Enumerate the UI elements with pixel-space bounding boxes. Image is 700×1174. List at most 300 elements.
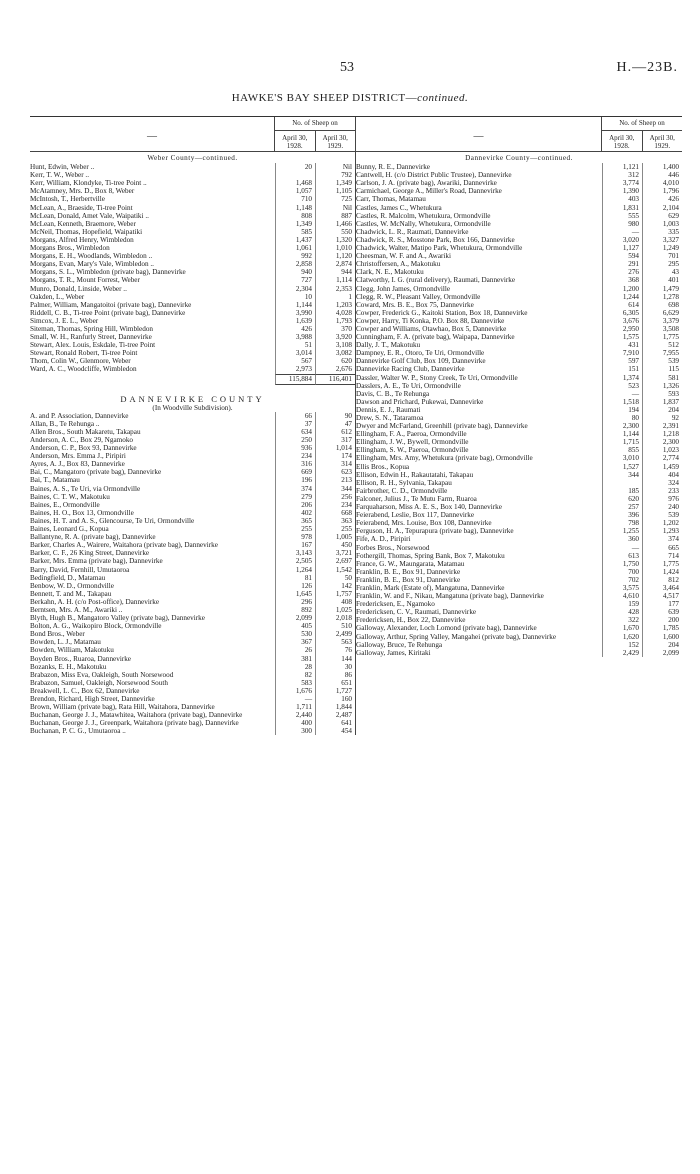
sheep-1928: 66	[275, 412, 315, 420]
sheep-1929: Nil	[315, 163, 355, 171]
sheep-1928: 892	[275, 606, 315, 614]
sheep-1928: 194	[602, 406, 642, 414]
holder-name: Simcox, J. E. L., Weber	[30, 316, 99, 325]
table-row	[30, 293, 355, 301]
sheep-1929: 374	[642, 535, 682, 543]
table-row	[356, 471, 682, 479]
holder-name: Davis, C. B., Te Rehunga	[356, 389, 430, 398]
sheep-1929: 401	[642, 276, 682, 284]
sheep-1928: 276	[602, 268, 642, 276]
left-table	[30, 117, 356, 735]
sheep-1928: 1,264	[275, 566, 315, 574]
name-column-header: —	[473, 131, 484, 142]
sheep-1929: 454	[315, 727, 355, 735]
table-row	[30, 606, 355, 614]
sheep-1929: 233	[642, 487, 682, 495]
sheep-1928: 7,910	[602, 349, 642, 357]
table-row	[30, 549, 355, 557]
sheep-1928: 855	[602, 446, 642, 454]
table-row	[356, 187, 682, 195]
table-row	[30, 236, 355, 244]
holder-name: Clatworthy, I. G. (rural delivery), Raumati, Dannevirke	[356, 276, 516, 285]
sheep-1928: 702	[602, 576, 642, 584]
left-rows	[30, 152, 355, 735]
sheep-1929: 240	[642, 503, 682, 511]
sheep-1929: 446	[642, 171, 682, 179]
sheep-1929: 510	[315, 622, 355, 630]
sheep-1929: 295	[642, 260, 682, 268]
holder-name: Barker, Mrs. Emma (private bag), Dannevirke	[30, 557, 163, 566]
sheep-1928: 2,950	[602, 325, 642, 333]
table-row	[30, 493, 355, 501]
sheep-1928: —	[275, 695, 315, 703]
sheep-1929: 3,721	[315, 549, 355, 557]
table-row	[356, 446, 682, 454]
table-row	[356, 293, 682, 301]
holder-name: Cantwell, H. (c/o District Public Trustee), Dannevirke	[356, 171, 512, 180]
sheep-1928: 1,349	[275, 220, 315, 228]
table-row	[30, 333, 355, 341]
holder-name: Benbow, W. D., Ormondville	[30, 581, 114, 590]
table-row	[30, 444, 355, 452]
table-row	[30, 468, 355, 476]
sheep-1928: 316	[275, 460, 315, 468]
holder-name: Anderson, C. P., Box 93, Dannevirke	[30, 444, 137, 453]
table-row	[356, 584, 682, 592]
sheep-1928: 312	[602, 171, 642, 179]
holder-name: Chadwick, Walter, Matipo Park, Whetukura, Ormondville	[356, 244, 523, 253]
sheep-1929: 90	[315, 412, 355, 420]
sheep-1929: 177	[642, 600, 682, 608]
table-row	[356, 171, 682, 179]
holder-name: Brendon, Richard, High Street, Dannevirke	[30, 695, 155, 703]
holder-name: Allan, B., Te Rehunga ..	[30, 419, 100, 428]
holder-name: Fredericksen, C. V., Raumati, Dannevirke	[356, 608, 477, 617]
table-row	[356, 624, 682, 632]
holder-name: Cowper, Frederick G., Kaitoki Station, Box 18, Dannevirke	[356, 308, 528, 317]
table-row	[356, 244, 682, 252]
holder-name: Franklin, Mark (Estate of), Mangatuna, Dannevirke	[356, 583, 505, 592]
holder-name: Galloway, Arthur, Spring Valley, Mangahei (private bag), Dannevirke	[356, 632, 557, 641]
sheep-1928: 1,144	[275, 301, 315, 309]
sheep-1929: 1,757	[315, 590, 355, 598]
table-row	[356, 438, 682, 446]
table-row	[30, 590, 355, 598]
table-row	[30, 228, 355, 236]
sheep-1928: 980	[602, 220, 642, 228]
sheep-1928: 250	[275, 436, 315, 444]
sheep-1929: 314	[315, 460, 355, 468]
table-row	[30, 301, 355, 309]
sheep-1928	[602, 479, 642, 487]
sheep-1929: 115	[642, 365, 682, 373]
sheep-1928: 710	[275, 195, 315, 203]
sheep-1929: 234	[315, 501, 355, 509]
holder-name: Stewart, Ronald Robert, Ti-tree Point	[30, 349, 138, 358]
holder-name: Bai, T., Matamau	[30, 476, 80, 485]
page-reference: H.—23B.	[616, 60, 678, 75]
sheep-1929: 317	[315, 436, 355, 444]
section-subheading: (In Woodville Subdivision).	[152, 403, 233, 412]
weber-total-row	[30, 374, 355, 385]
sheep-1929: 1,202	[642, 519, 682, 527]
holder-name: Coward, Mrs. B. E., Box 75, Dannevirke	[356, 300, 474, 309]
sheep-1929: 204	[642, 641, 682, 649]
sheep-1929: 1,775	[642, 333, 682, 341]
table-row	[356, 479, 682, 487]
holder-name: Blyth, Hugh B., Mangatoro Valley (private bag), Dannevirke	[30, 614, 205, 623]
right-column-header	[356, 117, 682, 152]
year-1928-header: April 30, 1928.	[609, 134, 635, 150]
holder-name: Cowper, Harry, Ti Konka, P.O. Box 88, Dannevirke	[356, 316, 505, 325]
holder-name: McLean, A., Braeside, Ti-tree Point	[30, 203, 133, 212]
holder-name: Dannevirke Golf Club, Box 109, Dannevirke	[356, 357, 486, 366]
sheep-1928: —	[602, 390, 642, 398]
sheep-1929: Nil	[315, 204, 355, 212]
holder-name: Ayres, A. J., Box 83, Dannevirke	[30, 460, 125, 469]
sheep-1929: 1,005	[315, 533, 355, 541]
sheep-1928: 159	[602, 600, 642, 608]
table-row	[356, 195, 682, 203]
sheep-1929: 344	[315, 485, 355, 493]
right-table	[356, 117, 682, 735]
sheep-1928: 613	[602, 552, 642, 560]
sheep-1928: 1,676	[275, 687, 315, 695]
holder-name: Chadwick, R. S., Mosstone Park, Box 166, Dannevirke	[356, 235, 515, 244]
holder-name: Morgans Bros., Wimbledon	[30, 244, 110, 253]
holder-name: Morgans, S. L., Wimbledon (private bag), Dannevirke	[30, 268, 186, 277]
sheep-1928: 426	[275, 325, 315, 333]
holder-name: Kerr, William, Klondyke, Ti-tree Point ..	[30, 179, 147, 188]
sheep-1929: 404	[642, 471, 682, 479]
sheep-1928: 3,020	[602, 236, 642, 244]
sheep-1929: 1,218	[642, 430, 682, 438]
right-rows	[356, 152, 682, 657]
sheep-1929: 76	[315, 646, 355, 654]
table-row	[356, 576, 682, 584]
sheep-1929: 363	[315, 517, 355, 525]
sheep-1929: 7,955	[642, 349, 682, 357]
sheep-1929: 581	[642, 374, 682, 382]
total-1928: 115,884	[275, 374, 315, 385]
sheep-1929: 4,517	[642, 592, 682, 600]
sheep-1928: 28	[275, 663, 315, 671]
sheep-1928: 279	[275, 493, 315, 501]
sheep-1928: 978	[275, 533, 315, 541]
sheep-1929: 701	[642, 252, 682, 260]
sheep-1929: 944	[315, 268, 355, 276]
sheep-1929: 50	[315, 574, 355, 582]
table-row	[30, 687, 355, 695]
holder-name: Hunt, Edwin, Weber ..	[30, 163, 95, 172]
holder-name: Carlson, J. A. (private bag), Awariki, Dannevirke	[356, 179, 497, 188]
table-row	[30, 220, 355, 228]
sheep-1928: 126	[275, 582, 315, 590]
total-1929: 116,401	[315, 374, 355, 385]
sheep-1928: 400	[275, 719, 315, 727]
sheep-1929: 1,349	[315, 179, 355, 187]
holder-name: Stewart, Alex. Louis, Eskdale, Ti-tree Point	[30, 341, 156, 350]
holder-name: Galloway, James, Kiritaki	[356, 648, 431, 657]
table-row	[30, 582, 355, 590]
holder-name: Munro, Donald, Linside, Weber ..	[30, 284, 127, 293]
sheep-1928: 1,715	[602, 438, 642, 446]
sheep-1928: 798	[602, 519, 642, 527]
sheep-1928: 2,429	[602, 649, 642, 657]
sheep-1928	[275, 171, 315, 179]
sheep-1929: 1,479	[642, 285, 682, 293]
table-row	[356, 495, 682, 503]
sheep-1929: 1,844	[315, 703, 355, 711]
sheep-1928: 257	[602, 503, 642, 511]
holder-name: Dannevirke Racing Club, Dannevirke	[356, 365, 465, 374]
table-row	[30, 212, 355, 220]
holder-name: Fife, A. D., Piripiri	[356, 535, 411, 544]
sheep-1929: 30	[315, 663, 355, 671]
sheep-1929: 3,327	[642, 236, 682, 244]
table-row	[356, 568, 682, 576]
table-row	[30, 598, 355, 606]
sheep-1928: 594	[602, 252, 642, 260]
sheep-1928: 3,676	[602, 317, 642, 325]
sheep-tables	[30, 116, 682, 735]
table-row	[30, 428, 355, 436]
holder-name: Farquaharson, Miss A. E. S., Box 140, Dannevirke	[356, 503, 502, 512]
sheep-1929: 812	[642, 576, 682, 584]
sheep-1928: 3,774	[602, 179, 642, 187]
sheep-1929: 92	[642, 414, 682, 422]
sheep-1929: 1,400	[642, 163, 682, 171]
table-row	[356, 552, 682, 560]
sheep-1928: 367	[275, 638, 315, 646]
sheep-1929: 43	[642, 268, 682, 276]
sheep-1929: 623	[315, 468, 355, 476]
holder-name: Drew, S. N., Tataramoa	[356, 414, 424, 422]
sheep-1929: 550	[315, 228, 355, 236]
holder-name: Forbes Bros., Norsewood	[356, 543, 430, 552]
holder-name: Breakwell, L. C., Box 62, Dannevirke	[30, 686, 140, 695]
sheep-1929: 450	[315, 541, 355, 549]
table-row	[30, 252, 355, 260]
table-row	[356, 260, 682, 268]
sheep-on-label: No. of Sheep on	[602, 117, 682, 131]
sheep-1928: 206	[275, 501, 315, 509]
section-heading-weber: Weber County—continued.	[147, 154, 238, 162]
holder-name: Castles, R. Malcolm, Whetukura, Ormondville	[356, 211, 491, 220]
table-row	[30, 204, 355, 212]
table-row	[356, 382, 682, 390]
table-row	[30, 460, 355, 468]
sheep-1928: 1,144	[602, 430, 642, 438]
sheep-1928: —	[602, 544, 642, 552]
sheep-1928: 1,390	[602, 187, 642, 195]
holder-name: Brabazon, Samuel, Oakleigh, Norsewood South	[30, 678, 168, 687]
sheep-1929: 1,203	[315, 301, 355, 309]
sheep-1928: 2,505	[275, 557, 315, 565]
sheep-1928: 3,988	[275, 333, 315, 341]
dannevirke-continued-rows	[356, 163, 682, 657]
table-row	[30, 436, 355, 444]
sheep-1928: 585	[275, 228, 315, 236]
holder-name: Galloway, Alexander, Loch Lomond (private bag), Dannevirke	[356, 624, 537, 633]
table-row	[356, 487, 682, 495]
table-row	[30, 452, 355, 460]
table-row	[356, 276, 682, 284]
sheep-1928: 2,304	[275, 285, 315, 293]
holder-name: A. and P. Association, Dannevirke	[30, 411, 129, 420]
holder-name: Galloway, Bruce, Te Rehunga	[356, 640, 443, 649]
sheep-1928: 2,099	[275, 614, 315, 622]
holder-name: Dawson and Prichard, Pukewai, Dannevirke	[356, 397, 484, 406]
sheep-1928: 255	[275, 525, 315, 533]
sheep-1928: 51	[275, 341, 315, 349]
holder-name: Dassler, Walter W. P., Stony Creek, Te Uri, Ormondville	[356, 373, 518, 382]
sheep-1928: 3,010	[602, 454, 642, 462]
sheep-1929: 1,600	[642, 633, 682, 641]
sheep-1928: 3,143	[275, 549, 315, 557]
dannevirke-rows	[30, 412, 355, 736]
holder-name: Castles, James C., Whetukura	[356, 203, 442, 212]
sheep-1929: 2,391	[642, 422, 682, 430]
holder-name: Barker, C. F., 26 King Street, Dannevirke	[30, 549, 150, 558]
table-row	[356, 608, 682, 616]
sheep-1928: —	[602, 228, 642, 236]
sheep-1929: 2,499	[315, 630, 355, 638]
sheep-1928: 365	[275, 517, 315, 525]
holder-name: France, G. W., Maungarata, Matamau	[356, 559, 465, 568]
holder-name: Clark, N. E., Makotuku	[356, 268, 424, 277]
sheep-1928: 1,468	[275, 179, 315, 187]
sheep-1929: 1,466	[315, 220, 355, 228]
sheep-1929: 792	[315, 171, 355, 179]
table-row	[30, 663, 355, 671]
sheep-1929: 1,114	[315, 276, 355, 284]
holder-name: Dennis, E. J., Raumati	[356, 405, 421, 414]
sheep-1929: 142	[315, 582, 355, 590]
table-row	[30, 574, 355, 582]
sheep-1928: 381	[275, 655, 315, 663]
sheep-1929: 887	[315, 212, 355, 220]
sheep-1929: 629	[642, 212, 682, 220]
holder-name: Kerr, T. W., Weber ..	[30, 171, 90, 180]
sheep-1929: 1,793	[315, 317, 355, 325]
sheep-1928: 4,610	[602, 592, 642, 600]
sheep-1929: 1,278	[642, 293, 682, 301]
sheep-1928: 1,244	[602, 293, 642, 301]
sheep-1929: 213	[315, 476, 355, 484]
table-row	[356, 365, 682, 373]
table-row	[356, 414, 682, 422]
table-row	[30, 695, 355, 703]
holder-name: Fredericksen, H., Box 22, Dannevirke	[356, 616, 466, 625]
sheep-1928: 1,127	[602, 244, 642, 252]
sheep-1929: 3,508	[642, 325, 682, 333]
table-row	[30, 638, 355, 646]
table-row	[30, 557, 355, 565]
sheep-1929: 668	[315, 509, 355, 517]
left-column-header	[30, 117, 355, 152]
holder-name: Ellis Bros., Kopua	[356, 462, 410, 471]
table-row	[30, 727, 355, 735]
table-row	[30, 268, 355, 276]
table-row	[356, 519, 682, 527]
table-row	[30, 476, 355, 484]
table-row	[30, 163, 355, 171]
sheep-1929: 1	[315, 293, 355, 301]
sheep-1928: 1,121	[602, 163, 642, 171]
holder-name: Ferguson, H. A., Tepurapura (private bag), Dannevirke	[356, 527, 514, 536]
sheep-1928: 291	[602, 260, 642, 268]
table-row	[356, 357, 682, 365]
sheep-1928: 992	[275, 252, 315, 260]
sheep-1928: 634	[275, 428, 315, 436]
table-row	[30, 244, 355, 252]
sheep-1929: 3,464	[642, 584, 682, 592]
table-row	[356, 649, 682, 657]
sheep-1928: 1,639	[275, 317, 315, 325]
sheep-1928: 1,437	[275, 236, 315, 244]
sheep-1928: 2,440	[275, 711, 315, 719]
sheep-1929: 1,775	[642, 560, 682, 568]
sheep-1928: 523	[602, 382, 642, 390]
sheep-1928: 1,575	[602, 333, 642, 341]
holder-name: Carmichael, George A., Miller's Road, Dannevirke	[356, 187, 502, 196]
sheep-1929: 200	[642, 616, 682, 624]
table-row	[30, 357, 355, 365]
sheep-1928: 151	[602, 365, 642, 373]
sheep-1929: 651	[315, 679, 355, 687]
sheep-1928: 3,990	[275, 309, 315, 317]
sheep-1929: 1,120	[315, 252, 355, 260]
table-row	[30, 517, 355, 525]
table-row	[356, 179, 682, 187]
table-row	[356, 633, 682, 641]
holder-name: Dasslers, A. E., Te Uri, Ormondville	[356, 381, 461, 390]
sheep-1929: 641	[315, 719, 355, 727]
holder-name: McLean, Kenneth, Braemore, Weber	[30, 219, 136, 228]
sheep-1929: 1,249	[642, 244, 682, 252]
holder-name: Franklin, B. E., Box 91, Dannevirke	[356, 567, 461, 576]
table-row	[30, 195, 355, 203]
holder-name: McIntosh, T., Herbertville	[30, 195, 105, 204]
sheep-1929: 2,018	[315, 614, 355, 622]
sheep-1928: 700	[602, 568, 642, 576]
sheep-1929: 2,676	[315, 365, 355, 373]
table-row	[356, 285, 682, 293]
table-row	[30, 179, 355, 187]
sheep-1928: 405	[275, 622, 315, 630]
sheep-1928: 614	[602, 301, 642, 309]
holder-name: Ballantyne, R. A. (private bag), Dannevirke	[30, 533, 156, 542]
sheep-1929: 1,025	[315, 606, 355, 614]
sheep-1928: 1,670	[602, 624, 642, 632]
sheep-1929: 2,353	[315, 285, 355, 293]
page-title	[0, 92, 700, 104]
sheep-1928: 185	[602, 487, 642, 495]
sheep-1928: 1,645	[275, 590, 315, 598]
table-row	[30, 679, 355, 687]
holder-name: Castles, W. McNally, Whetukura, Ormondville	[356, 219, 491, 228]
title-main: HAWKE'S BAY SHEEP DISTRICT—	[231, 92, 418, 104]
sheep-1929: 144	[315, 655, 355, 663]
holder-name: Falconer, Julius J., Te Mutu Farm, Ruaroa	[356, 494, 477, 503]
table-row	[356, 454, 682, 462]
sheep-1928: 403	[602, 195, 642, 203]
holder-name: Ellingham, F. A., Paeroa, Ormondville	[356, 430, 467, 439]
holder-name: Ellison, R. H., Sylvania, Takapau	[356, 478, 452, 487]
table-row	[356, 309, 682, 317]
holder-name: Allen Bros., South Makaretu, Takapau	[30, 427, 141, 436]
